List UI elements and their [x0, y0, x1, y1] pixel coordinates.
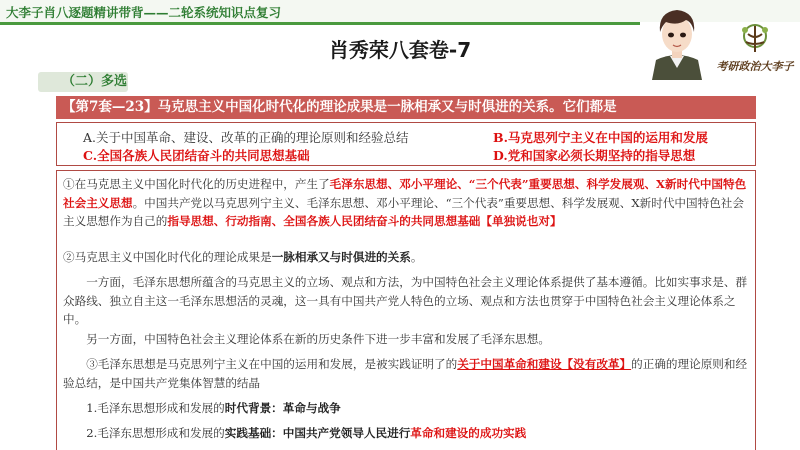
- series-title: 大李子肖八逐题精讲带背——二轮系统知识点复习: [6, 5, 282, 20]
- brand-logo: [712, 22, 798, 74]
- text-run: 的正确的理论原则和经验总结，是中国共产党集体智慧的结晶: [63, 357, 748, 390]
- highlight-run: 革命和建设的成功实践: [410, 426, 527, 440]
- option-d[interactable]: D.党和国家必须长期坚持的指导思想: [493, 148, 696, 163]
- question-bar: 【第7套—23】马克思主义中国化时代化的理论成果是一脉相承又与时俱进的关系。它们都是: [56, 96, 756, 119]
- text-run: 。中国共产党以马克思列宁主义、毛泽东思想、邓小平理论、“三个代表”重要思想、科学发展观、X新时代中国特色社会主义思想作为自己的: [63, 195, 744, 228]
- explanation-paragraph-4: 另一方面，中国特色社会主义理论体系在新的历史条件下进一步丰富和发展了毛泽东思想。: [86, 332, 550, 346]
- text-run: ③毛泽东思想是马克思列宁主义在中国的运用和发展，是被实践证明了的: [86, 357, 458, 371]
- text-run: 。: [410, 250, 423, 264]
- option-b[interactable]: B.马克思列宁主义在中国的运用和发展: [493, 130, 708, 145]
- explanation-paragraph-5: [63, 355, 749, 392]
- option-a[interactable]: A.关于中国革命、建设、改革的正确的理论原则和经验总结: [83, 130, 409, 145]
- header-divider: [0, 22, 640, 25]
- bold-run: 时代背景：革命与战争: [224, 401, 341, 415]
- bold-run: 一脉相承又与时俱进的关系: [271, 250, 411, 264]
- text-run: 2.毛泽东思想形成和发展的: [86, 426, 225, 440]
- explanation-paragraph-1: [63, 175, 749, 231]
- highlight-run: 指导思想、行动指南、全国各族人民团结奋斗的共同思想基础【单独说也对】: [167, 214, 562, 228]
- text-run: 1.毛泽东思想形成和发展的: [86, 401, 225, 415]
- text-run: ②马克思主义中国化时代化的理论成果是: [63, 250, 272, 264]
- options-box: [56, 122, 756, 166]
- highlight-run: 毛泽东思想、邓小平理论、“三个代表”重要思想、科学发展观、X新时代中国特色社会主义思想: [63, 177, 747, 210]
- page-title: 肖秀荣八套卷-7: [328, 38, 472, 62]
- explanation-paragraph-2: [63, 248, 749, 267]
- explanation-paragraph-3: 一方面，毛泽东思想所蕴含的马克思主义的立场、观点和方法，为中国特色社会主义理论体系提供了基本遵循。比如实事求是、群众路线、独立自主这一毛泽东思想活的灵魂，这一具有中国共产党人特色的立场、观点和方法也贯穿于中国特色社会主义理论体系之中。: [63, 275, 748, 326]
- explanation-panel: [56, 170, 756, 450]
- explanation-paragraph-6: [63, 399, 749, 418]
- section-label: （二）多选: [38, 72, 128, 92]
- teacher-avatar: [646, 2, 708, 80]
- option-c[interactable]: C.全国各族人民团结奋斗的共同思想基础: [83, 148, 310, 163]
- explanation-paragraph-7: [63, 424, 749, 443]
- bold-run: 实践基础：中国共产党领导人民进行: [224, 426, 411, 440]
- text-run: ①在马克思主义中国化时代化的历史进程中，产生了: [63, 177, 330, 191]
- logo-text: 考研政治大李子: [716, 60, 794, 73]
- tree-icon: [712, 22, 798, 56]
- highlight-run: 关于中国革命和建设【没有改革】: [457, 357, 632, 371]
